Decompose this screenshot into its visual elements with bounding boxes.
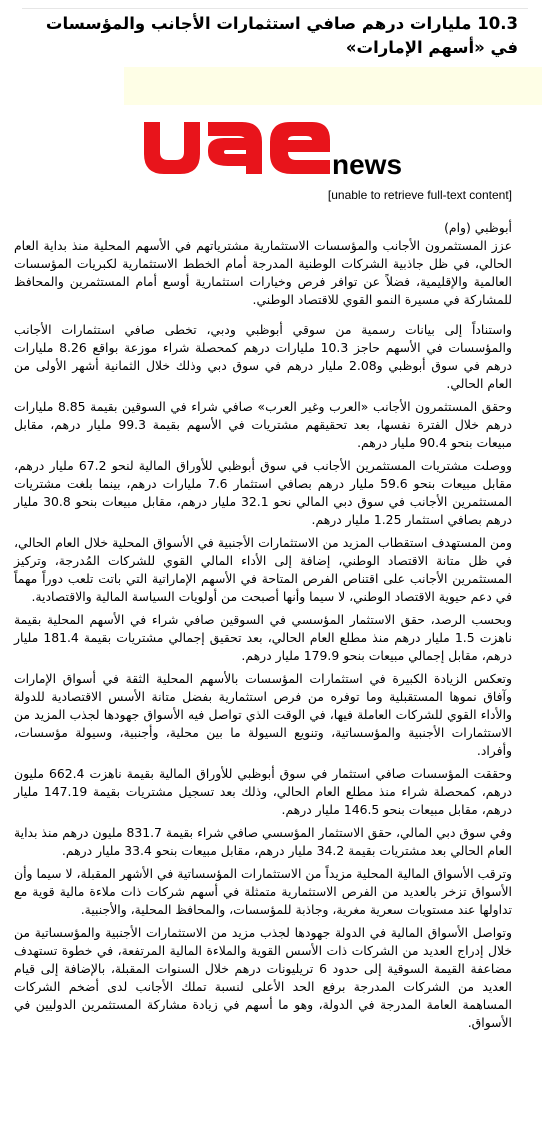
paragraph: وتعكس الزيادة الكبيرة في استثمارات المؤسسات بالأسهم المحلية الثقة في أسواق الإمارات وآفاق نموها المستقبلية وما توفره من فرص استثمارية بفضل متانة الأسس الاقتصادية للدولة والأداء القوي للشركات العاملة فيها، في الوقت الذي تواصل فيه الأسواق جهودها لجذب المزيد من الاستثمارات الأجنبية والمؤسساتية، وتنويع السيولة ما بين محلية، وأجنبية، وسيولة مؤسسات، وأفراد. <box>14 671 512 758</box>
article-body <box>14 219 512 1037</box>
paragraph: واستناداً إلى بيانات رسمية من سوقي أبوظبي ودبي، تخطى صافي استثمارات الأجانب والمؤسسات في الأسهم حاجز 10.3 مليارات درهم كمحصلة شراء موزعة بواقع 8.26 مليارات درهم في سوق أبوظبي و2.08 مليار درهم في سوق دبي وذلك خلال الثمانية أشهر الأولى من العام الحالي. <box>14 322 512 391</box>
paragraph: ومن المستهدف استقطاب المزيد من الاستثمارات الأجنبية في الأسواق المحلية خلال العام الحالي، في ظل متانة الاقتصاد الوطني، إضافة إلى الأداء المالي القوي للشركات المُدرجة، وتركيز المستثمرين الأجانب على اقتناص الفرص المتاحة في الأسهم الإماراتية التي باتت تلعب دوراً مهماً في دعم حيوية الاقتصاد الوطني، لا سيما وأنها أصبحت من أولويات السياسة المالية والاقتصادية. <box>14 535 512 604</box>
paragraph: وحقق المستثمرون الأجانب «العرب وغير العرب» صافي شراء في السوقين بقيمة 8.85 مليارات درهم خلال الفترة نفسها، بعد تحقيقهم مشتريات في الأسهم بقيمة 99.3 مليار درهم، مقابل مبيعات بنحو 90.4 مليار درهم. <box>14 399 512 450</box>
top-divider <box>22 8 528 9</box>
paragraph: وترقب الأسواق المالية المحلية مزيداً من الاستثمارات المؤسساتية في الأشهر المقبلة، لا سيما وأن الأسواق تزخر بالعديد من الفرص الاستثمارية متمثلة في أسهم شركات ذات ملاءة مالية قوية مع تداولها عند مستويات سعرية مغرية، وجاذبة للمؤسسات، والمحافظ المحلية، والأجنبية. <box>14 866 512 917</box>
logo-word: news <box>332 149 403 180</box>
content-notice: [unable to retrieve full-text content] <box>327 188 512 202</box>
paragraph: وفي سوق دبي المالي، حقق الاستثمار المؤسسي صافي شراء بقيمة 831.7 مليون درهم منذ بداية العام الحالي بعد مشتريات بقيمة 34.2 مليار درهم، مقابل مبيعات بنحو 33.4 مليار درهم. <box>14 825 512 858</box>
article-title: 10.3 مليارات درهم صافي استثمارات الأجانب والمؤسسات في «أسهم الإمارات» <box>45 14 518 57</box>
uae-news-logo <box>142 116 403 180</box>
paragraph: عزز المستثمرون الأجانب والمؤسسات الاستثمارية مشترياتهم في الأسهم المحلية منذ بداية العام الحالي، في ظل جاذبية الشركات الوطنية المدرجة أمام الخطط الاستثمارية لكبريات المؤسسات العالمية والإقليمية، فضلاً عن توافر فرص وخيارات استثمارية أوسع أمام المستثمرين والمحافظ للمشاركة في مسيرة النمو القوي للاقتصاد الوطني. <box>14 238 512 307</box>
paragraph: وتواصل الأسواق المالية في الدولة جهودها لجذب مزيد من الاستثمارات الأجنبية والمؤسساتية من خلال إدراج العديد من الشركات ذات الأسس القوية والملاءة المالية المرتفعة، في خطوة تستهدف مضاعفة القيمة السوقية إلى حدود 6 تريليونات درهم خلال السنوات المقبلة، بالإضافة إلى قيام العديد من الشركات المدرجة برفع الحد الأعلى لنسبة تملك الأجانب لدى أضخم الشركات المساهمة العامة المدرجة في الدولة، وهو ما أسهم في زيادة مشاركة المستثمرين الدوليين في الأسواق. <box>14 925 513 1030</box>
paragraph: وبحسب الرصد، حقق الاستثمار المؤسسي في السوقين صافي شراء في الأسهم المحلية بقيمة ناهزت 1.5 مليار درهم منذ مطلع العام الحالي، بعد تحقيق إجمالي مشتريات بقيمة 181.4 مليار درهم، مقابل إجمالي مبيعات بنحو 179.9 مليار درهم. <box>14 612 512 663</box>
paragraph: وحققت المؤسسات صافي استثمار في سوق أبوظبي للأوراق المالية بقيمة ناهزت 662.4 مليون درهم، كمحصلة شراء منذ مطلع العام الحالي، وذلك بعد تسجيل مشتريات بقيمة 147.19 مليار درهم، مقابل مبيعات بنحو 146.5 مليار درهم. <box>14 766 512 817</box>
ad-banner-placeholder <box>124 67 542 105</box>
dateline: أبوظبي (وام) <box>444 220 512 235</box>
paragraph: ووصلت مشتريات المستثمرين الأجانب في سوق أبوظبي للأوراق المالية لنحو 67.2 مليار درهم، مقابل مبيعات بنحو 59.6 مليار درهم بصافي استثمار 7.6 مليارات درهم، بينما بلغت مشتريات المستثمرين الأجانب في سوق دبي المالي نحو 32.1 مليار درهم، مقابل مبيعات بنحو 30.8 مليار درهم بصافي استثمار 1.25 مليار درهم. <box>14 458 512 527</box>
